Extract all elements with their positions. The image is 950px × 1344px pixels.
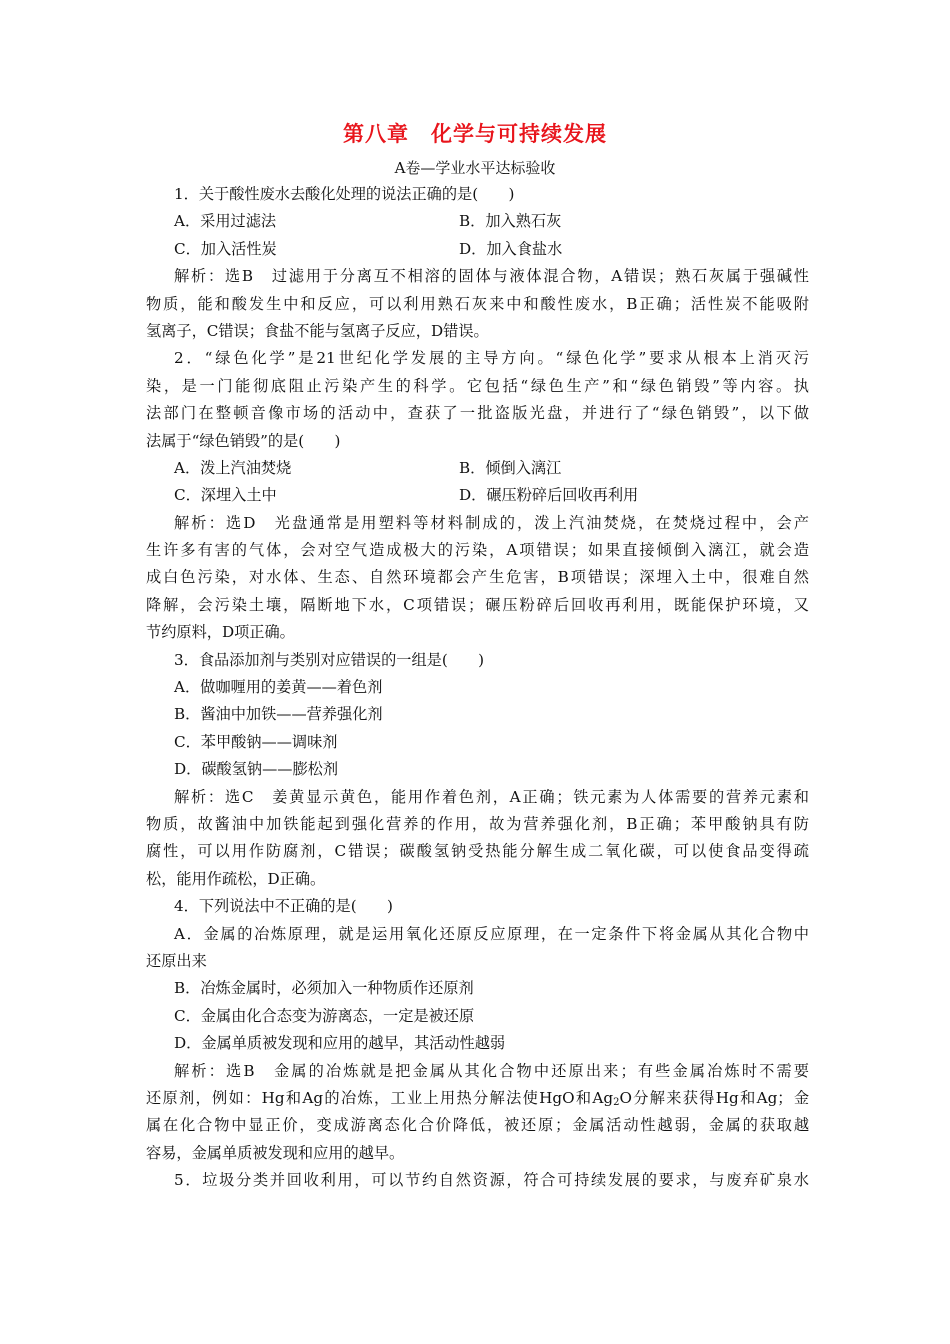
question-2-options-row-2	[146, 482, 809, 509]
question-5-stem: 5．垃圾分类并回收利用，可以节约自然资源，符合可持续发展的要求，与废弃矿泉水	[174, 1171, 809, 1190]
option-c: C．金属由化合态变为游离态，一定是被还原	[174, 1006, 475, 1025]
answer-line: 生许多有害的气体，会对空气造成极大的污染，A项错误；如果直接倾倒入漓江，就会造	[146, 541, 809, 560]
option-d: D．金属单质被发现和应用的越早，其活动性越弱	[174, 1034, 506, 1053]
question-2-stem-line: 法属于“绿色销毁”的是( )	[146, 431, 341, 450]
option-a-line: 还原出来	[146, 951, 207, 970]
answer-line: 腐性，可以用作防腐剂，C错误；碳酸氢钠受热能分解生成二氧化碳，可以使食品变得疏	[146, 842, 809, 861]
question-3-stem: 3．食品添加剂与类别对应错误的一组是( )	[174, 650, 485, 669]
answer-line: 物质，能和酸发生中和反应，可以利用熟石灰来中和酸性废水，B正确；活性炭不能吸附	[146, 294, 809, 313]
option-c: C．苯甲酸钠——调味剂	[174, 732, 338, 751]
option-b: B．酱油中加铁——营养强化剂	[174, 705, 383, 724]
answer-line: 节约原料，D项正确。	[146, 623, 295, 642]
answer-line: 成白色污染，对水体、生态、自然环境都会产生危害，B项错误；深埋入土中，很难自然	[146, 568, 809, 587]
answer-text: 还原剂，例如：Hg和Ag的冶炼，工业上用热分解法使HgO和Ag	[146, 1088, 614, 1107]
chapter-title: 第八章 化学与可持续发展	[343, 122, 607, 146]
answer-line: 解析：选C 姜黄显示黄色，能用作着色剂，A正确；铁元素为人体需要的营养元素和	[174, 787, 809, 806]
answer-line	[146, 1085, 809, 1112]
answer-line: 解析：选B 过滤用于分离互不相溶的固体与液体混合物，A错误；熟石灰属于强碱性	[174, 267, 809, 286]
option-d: D．碳酸氢钠——膨松剂	[174, 760, 339, 779]
option-d: D．碾压粉碎后回收再利用	[459, 486, 639, 505]
option-b: B．加入熟石灰	[459, 212, 562, 231]
section-subtitle: A卷—学业水平达标验收	[394, 159, 556, 177]
question-4-stem: 4．下列说法中不正确的是( )	[174, 897, 393, 916]
answer-line: 物质，故酱油中加铁能起到强化营养的作用，故为营养强化剂，B正确；苯甲酸钠具有防	[146, 814, 809, 833]
answer-line: 解析：选B 金属的冶炼就是把金属从其化合物中还原出来；有些金属冶炼时不需要	[174, 1061, 809, 1080]
question-1-options-row-1	[146, 208, 809, 235]
question-2-options-row-1	[146, 455, 809, 482]
option-c: C．深埋入土中	[174, 486, 277, 505]
answer-line: 松，能用作疏松，D正确。	[146, 869, 326, 888]
answer-line: 降解，会污染土壤，隔断地下水，C项错误；碾压粉碎后回收再利用，既能保护环境，又	[146, 595, 809, 614]
question-1-options-row-2	[146, 236, 809, 263]
question-1-stem: 1．关于酸性废水去酸化处理的说法正确的是( )	[174, 185, 515, 203]
option-a-line: A．金属的冶炼原理，就是运用氧化还原反应原理，在一定条件下将金属从其化合物中	[174, 924, 809, 943]
answer-text: O分解来获得Hg和Ag；金	[619, 1088, 809, 1107]
subscript-2: 2	[613, 1096, 620, 1108]
answer-line: 解析：选D 光盘通常是用塑料等材料制成的，泼上汽油焚烧，在焚烧过程中，会产	[174, 513, 809, 532]
question-2-stem-line: 法部门在整顿音像市场的活动中，查获了一批盗版光盘，并进行了“绿色销毁”，以下做	[146, 404, 809, 423]
document-body	[146, 181, 809, 1194]
answer-line: 属在化合物中显正价，变成游离态化合价降低，被还原；金属活动性越弱，金属的获取越	[146, 1116, 809, 1135]
question-2-stem-line: 染，是一门能彻底阻止污染产生的科学。它包括“绿色生产”和“绿色销毁”等内容。执	[146, 376, 809, 395]
option-c: C．加入活性炭	[174, 239, 277, 258]
option-b: B．冶炼金属时，必须加入一种物质作还原剂	[174, 979, 474, 998]
option-a: A．采用过滤法	[174, 212, 277, 231]
question-2-stem-line: 2．“绿色化学”是21世纪化学发展的主导方向。“绿色化学”要求从根本上消灭污	[174, 349, 809, 368]
option-d: D．加入食盐水	[459, 239, 563, 258]
answer-line: 容易，金属单质被发现和应用的越早。	[146, 1143, 405, 1162]
option-b: B．倾倒入漓江	[459, 458, 562, 477]
option-a: A．泼上汽油焚烧	[174, 458, 292, 477]
answer-line: 氢离子，C错误；食盐不能与氢离子反应，D错误。	[146, 321, 489, 340]
option-a: A．做咖喱用的姜黄——着色剂	[174, 678, 383, 697]
